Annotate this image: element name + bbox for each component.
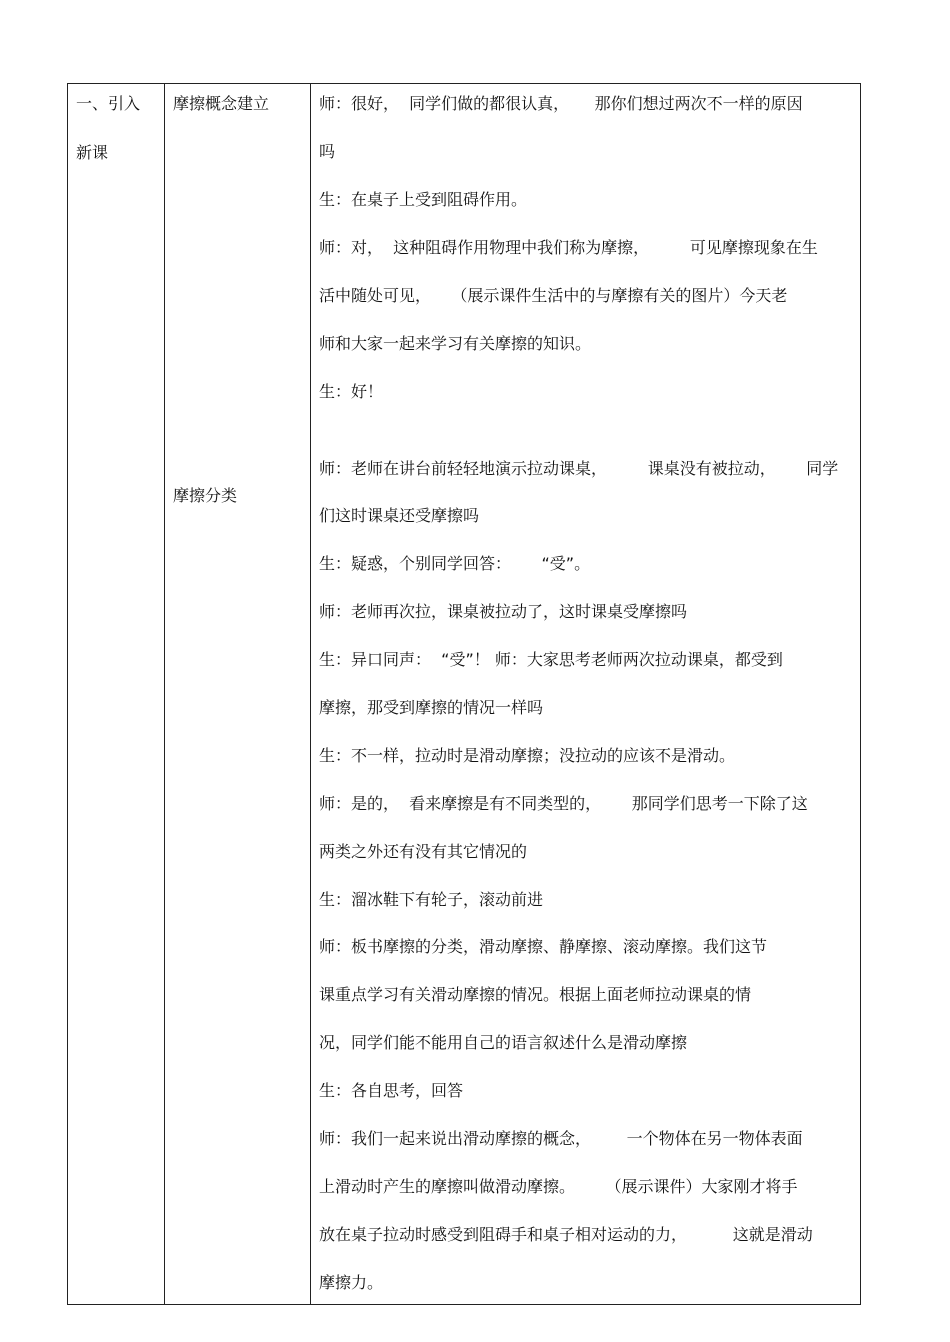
content-line: 生：疑惑，个别同学回答： “受”。: [319, 554, 591, 573]
content-line: 生：溜冰鞋下有轮子，滚动前进: [319, 890, 544, 909]
content-line: 生：不一样，拉动时是滑动摩擦；没拉动的应该不是滑动。: [319, 746, 736, 765]
content-line: 师和大家一起来学习有关摩擦的知识。: [319, 334, 592, 353]
content-line: 们这时课桌还受摩擦吗: [319, 506, 480, 525]
content-line: 师：老师在讲台前轻轻地演示拉动课桌， 课桌没有被拉动， 同学: [319, 459, 839, 478]
content-line: 师：老师再次拉，课桌被拉动了，这时课桌受摩擦吗: [319, 602, 688, 621]
content-line: 师：很好， 同学们做的都很认真， 那你们想过两次不一样的原因: [319, 94, 803, 113]
content-line: 上滑动时产生的摩擦叫做滑动摩擦。 （展示课件）大家刚才将手: [319, 1177, 798, 1196]
content-line: 活中随处可见， （展示课件生活中的与摩擦有关的图片）今天老: [319, 286, 788, 305]
stage-label-line-1: 一、引入: [76, 94, 141, 113]
content-line: 放在桌子拉动时感受到阻碍手和桌子相对运动的力， 这就是滑动: [319, 1225, 813, 1244]
content-line: 生：各自思考，回答: [319, 1081, 464, 1100]
content-line: 师：板书摩擦的分类，滑动摩擦、静摩擦、滚动摩擦。我们这节: [319, 937, 768, 956]
content-line: 两类之外还有没有其它情况的: [319, 842, 528, 861]
content-line: 况，同学们能不能用自己的语言叙述什么是滑动摩擦: [319, 1033, 688, 1052]
content-line: 吗: [319, 142, 336, 161]
stage-label-line-2: 新课: [76, 143, 109, 162]
table-column-divider: [310, 83, 311, 1305]
table-column-divider: [164, 83, 165, 1305]
content-line: 摩擦，那受到摩擦的情况一样吗: [319, 698, 544, 717]
content-line: 生：好！: [319, 382, 384, 401]
content-line: 师：是的， 看来摩擦是有不同类型的， 那同学们思考一下除了这: [319, 794, 808, 813]
content-line: 师：我们一起来说出滑动摩擦的概念， 一个物体在另一物体表面: [319, 1129, 803, 1148]
lesson-table: [67, 83, 861, 1305]
content-line: 生：异口同声： “受”！ 师：大家思考老师两次拉动课桌，都受到: [319, 650, 783, 669]
content-line: 摩擦力。: [319, 1273, 384, 1292]
table-column-divider: [860, 83, 861, 1305]
topic-friction-classification: 摩擦分类: [173, 486, 238, 505]
topic-friction-concept: 摩擦概念建立: [173, 94, 270, 113]
content-line: 课重点学习有关滑动摩擦的情况。根据上面老师拉动课桌的情: [319, 985, 752, 1004]
content-line: 师：对， 这种阻碍作用物理中我们称为摩擦， 可见摩擦现象在生: [319, 238, 818, 257]
content-line: 生：在桌子上受到阻碍作用。: [319, 190, 528, 209]
